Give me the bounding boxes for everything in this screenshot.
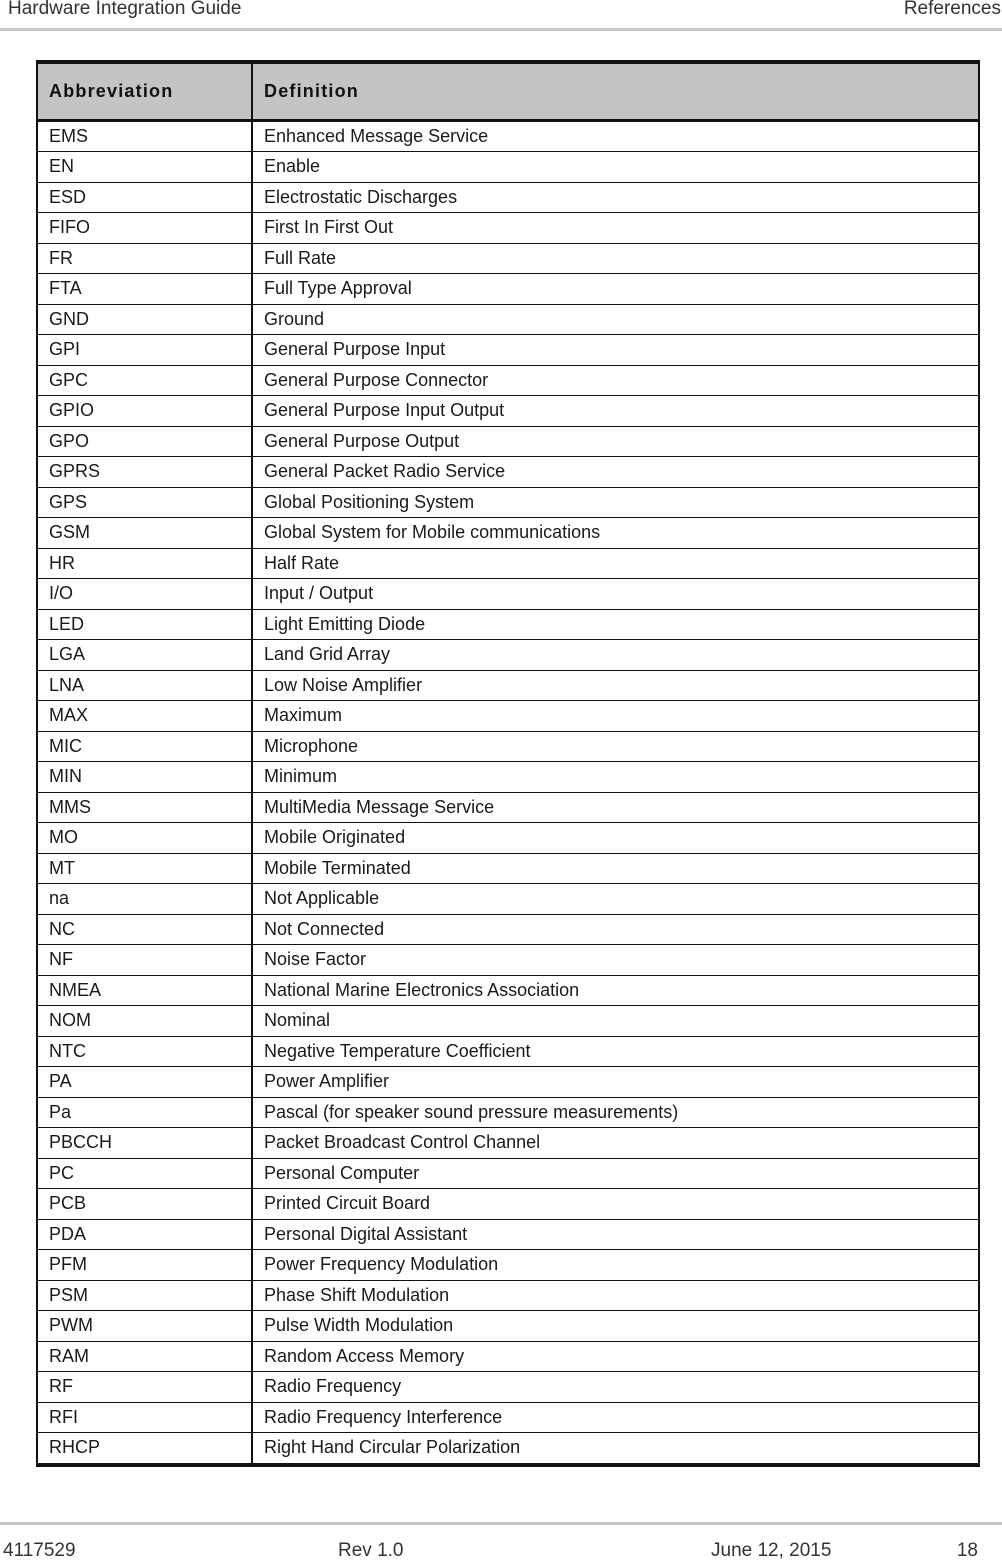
table-row bbox=[37, 1280, 979, 1311]
table-row bbox=[37, 1006, 979, 1037]
definition-cell: Input / Output bbox=[252, 579, 979, 610]
abbreviation-cell: GPI bbox=[37, 335, 252, 366]
definition-cell: Radio Frequency Interference bbox=[252, 1402, 979, 1433]
page-header bbox=[0, 0, 1002, 31]
abbreviation-cell: NOM bbox=[37, 1006, 252, 1037]
table-row bbox=[37, 1341, 979, 1372]
abbreviation-cell: LNA bbox=[37, 670, 252, 701]
abbreviation-cell: LED bbox=[37, 609, 252, 640]
table-body bbox=[37, 120, 979, 1465]
abbreviation-cell: NTC bbox=[37, 1036, 252, 1067]
page-footer bbox=[0, 1522, 1002, 1562]
table-row bbox=[37, 274, 979, 305]
definition-cell: Power Amplifier bbox=[252, 1067, 979, 1098]
abbreviation-cell: RFI bbox=[37, 1402, 252, 1433]
abbreviations-table bbox=[36, 60, 980, 1467]
table-row bbox=[37, 426, 979, 457]
definition-cell: Printed Circuit Board bbox=[252, 1189, 979, 1220]
abbreviation-cell: RF bbox=[37, 1372, 252, 1403]
publication-date: June 12, 2015 bbox=[711, 1540, 832, 1561]
abbreviation-cell: MO bbox=[37, 823, 252, 854]
abbreviation-cell: na bbox=[37, 884, 252, 915]
section-title: References bbox=[903, 0, 1001, 19]
definition-cell: Nominal bbox=[252, 1006, 979, 1037]
definition-cell: Minimum bbox=[252, 762, 979, 793]
abbreviation-cell: GPIO bbox=[37, 396, 252, 427]
table-row bbox=[37, 1372, 979, 1403]
definition-cell: Random Access Memory bbox=[252, 1341, 979, 1372]
document-number: 4117529 bbox=[3, 1540, 76, 1561]
abbreviation-cell: PFM bbox=[37, 1250, 252, 1281]
table-header bbox=[37, 62, 979, 120]
definition-cell: Personal Digital Assistant bbox=[252, 1219, 979, 1250]
definition-cell: Personal Computer bbox=[252, 1158, 979, 1189]
table-row bbox=[37, 945, 979, 976]
definition-cell: Global Positioning System bbox=[252, 487, 979, 518]
table-row bbox=[37, 1158, 979, 1189]
definition-cell: Not Applicable bbox=[252, 884, 979, 915]
definition-cell: Global System for Mobile communications bbox=[252, 518, 979, 549]
table-row bbox=[37, 152, 979, 183]
column-header-definition: Definition bbox=[252, 62, 979, 120]
definition-cell: Land Grid Array bbox=[252, 640, 979, 671]
definition-cell: General Purpose Input Output bbox=[252, 396, 979, 427]
abbreviation-cell: ESD bbox=[37, 182, 252, 213]
abbreviation-cell: MIN bbox=[37, 762, 252, 793]
definition-cell: Half Rate bbox=[252, 548, 979, 579]
table-row bbox=[37, 1311, 979, 1342]
table-row bbox=[37, 1067, 979, 1098]
table-row bbox=[37, 609, 979, 640]
abbreviation-cell: FR bbox=[37, 243, 252, 274]
table-row bbox=[37, 396, 979, 427]
table-row bbox=[37, 1433, 979, 1465]
abbreviation-cell: PSM bbox=[37, 1280, 252, 1311]
abbreviation-cell: GPC bbox=[37, 365, 252, 396]
table-row bbox=[37, 701, 979, 732]
table-row bbox=[37, 1128, 979, 1159]
definition-cell: Negative Temperature Coefficient bbox=[252, 1036, 979, 1067]
abbreviation-cell: NF bbox=[37, 945, 252, 976]
abbreviation-cell: PWM bbox=[37, 1311, 252, 1342]
abbreviation-cell: PDA bbox=[37, 1219, 252, 1250]
abbreviation-cell: MT bbox=[37, 853, 252, 884]
abbreviation-cell: MMS bbox=[37, 792, 252, 823]
definition-cell: Pulse Width Modulation bbox=[252, 1311, 979, 1342]
table-row bbox=[37, 762, 979, 793]
definition-cell: Power Frequency Modulation bbox=[252, 1250, 979, 1281]
abbreviation-cell: FTA bbox=[37, 274, 252, 305]
table-row bbox=[37, 1097, 979, 1128]
table-row bbox=[37, 335, 979, 366]
definition-cell: First In First Out bbox=[252, 213, 979, 244]
table-row bbox=[37, 853, 979, 884]
abbreviation-cell: PBCCH bbox=[37, 1128, 252, 1159]
definition-cell: Noise Factor bbox=[252, 945, 979, 976]
definition-cell: Mobile Originated bbox=[252, 823, 979, 854]
abbreviation-cell: PCB bbox=[37, 1189, 252, 1220]
table-row bbox=[37, 365, 979, 396]
definition-cell: General Purpose Output bbox=[252, 426, 979, 457]
abbreviation-cell: EN bbox=[37, 152, 252, 183]
definition-cell: Packet Broadcast Control Channel bbox=[252, 1128, 979, 1159]
table-row bbox=[37, 1189, 979, 1220]
table-row bbox=[37, 304, 979, 335]
table-row bbox=[37, 884, 979, 915]
definition-cell: Microphone bbox=[252, 731, 979, 762]
table-row bbox=[37, 792, 979, 823]
abbreviation-cell: EMS bbox=[37, 120, 252, 152]
abbreviation-cell: RAM bbox=[37, 1341, 252, 1372]
definition-cell: Radio Frequency bbox=[252, 1372, 979, 1403]
table-row bbox=[37, 579, 979, 610]
abbreviation-cell: GND bbox=[37, 304, 252, 335]
definition-cell: Full Rate bbox=[252, 243, 979, 274]
table-row bbox=[37, 548, 979, 579]
abbreviation-cell: MIC bbox=[37, 731, 252, 762]
definition-cell: National Marine Electronics Association bbox=[252, 975, 979, 1006]
revision-label: Rev 1.0 bbox=[338, 1540, 404, 1561]
abbreviation-cell: RHCP bbox=[37, 1433, 252, 1465]
abbreviation-cell: PC bbox=[37, 1158, 252, 1189]
abbreviation-cell: HR bbox=[37, 548, 252, 579]
abbreviation-cell: I/O bbox=[37, 579, 252, 610]
definition-cell: MultiMedia Message Service bbox=[252, 792, 979, 823]
definition-cell: Enhanced Message Service bbox=[252, 120, 979, 152]
definition-cell: Enable bbox=[252, 152, 979, 183]
page-number: 18 bbox=[956, 1540, 978, 1561]
definition-cell: Phase Shift Modulation bbox=[252, 1280, 979, 1311]
definition-cell: Light Emitting Diode bbox=[252, 609, 979, 640]
table-header-row bbox=[37, 62, 979, 120]
abbreviation-cell: NC bbox=[37, 914, 252, 945]
document-title: Hardware Integration Guide bbox=[8, 0, 242, 19]
column-header-abbreviation: Abbreviation bbox=[37, 62, 252, 120]
table-row bbox=[37, 640, 979, 671]
definition-cell: Ground bbox=[252, 304, 979, 335]
abbreviation-cell: FIFO bbox=[37, 213, 252, 244]
table-row bbox=[37, 1250, 979, 1281]
table-row bbox=[37, 1036, 979, 1067]
table-row bbox=[37, 823, 979, 854]
table-row bbox=[37, 213, 979, 244]
table-row bbox=[37, 1402, 979, 1433]
abbreviation-cell: GPRS bbox=[37, 457, 252, 488]
table-row bbox=[37, 243, 979, 274]
abbreviation-cell: Pa bbox=[37, 1097, 252, 1128]
table-row bbox=[37, 457, 979, 488]
definition-cell: Not Connected bbox=[252, 914, 979, 945]
definition-cell: Pascal (for speaker sound pressure measurements) bbox=[252, 1097, 979, 1128]
abbreviation-cell: LGA bbox=[37, 640, 252, 671]
definition-cell: Electrostatic Discharges bbox=[252, 182, 979, 213]
table-row bbox=[37, 487, 979, 518]
definition-cell: Maximum bbox=[252, 701, 979, 732]
abbreviation-cell: GSM bbox=[37, 518, 252, 549]
table-row bbox=[37, 670, 979, 701]
abbreviation-cell: MAX bbox=[37, 701, 252, 732]
abbreviation-cell: NMEA bbox=[37, 975, 252, 1006]
definition-cell: Mobile Terminated bbox=[252, 853, 979, 884]
table-row bbox=[37, 975, 979, 1006]
table-row bbox=[37, 914, 979, 945]
definition-cell: General Packet Radio Service bbox=[252, 457, 979, 488]
definition-cell: General Purpose Input bbox=[252, 335, 979, 366]
table-row bbox=[37, 1219, 979, 1250]
table-row bbox=[37, 182, 979, 213]
definition-cell: Full Type Approval bbox=[252, 274, 979, 305]
definition-cell: Low Noise Amplifier bbox=[252, 670, 979, 701]
definition-cell: Right Hand Circular Polarization bbox=[252, 1433, 979, 1465]
table-row bbox=[37, 731, 979, 762]
definition-cell: General Purpose Connector bbox=[252, 365, 979, 396]
abbreviation-cell: GPS bbox=[37, 487, 252, 518]
abbreviation-cell: GPO bbox=[37, 426, 252, 457]
abbreviation-cell: PA bbox=[37, 1067, 252, 1098]
table-row bbox=[37, 518, 979, 549]
table-row bbox=[37, 120, 979, 152]
